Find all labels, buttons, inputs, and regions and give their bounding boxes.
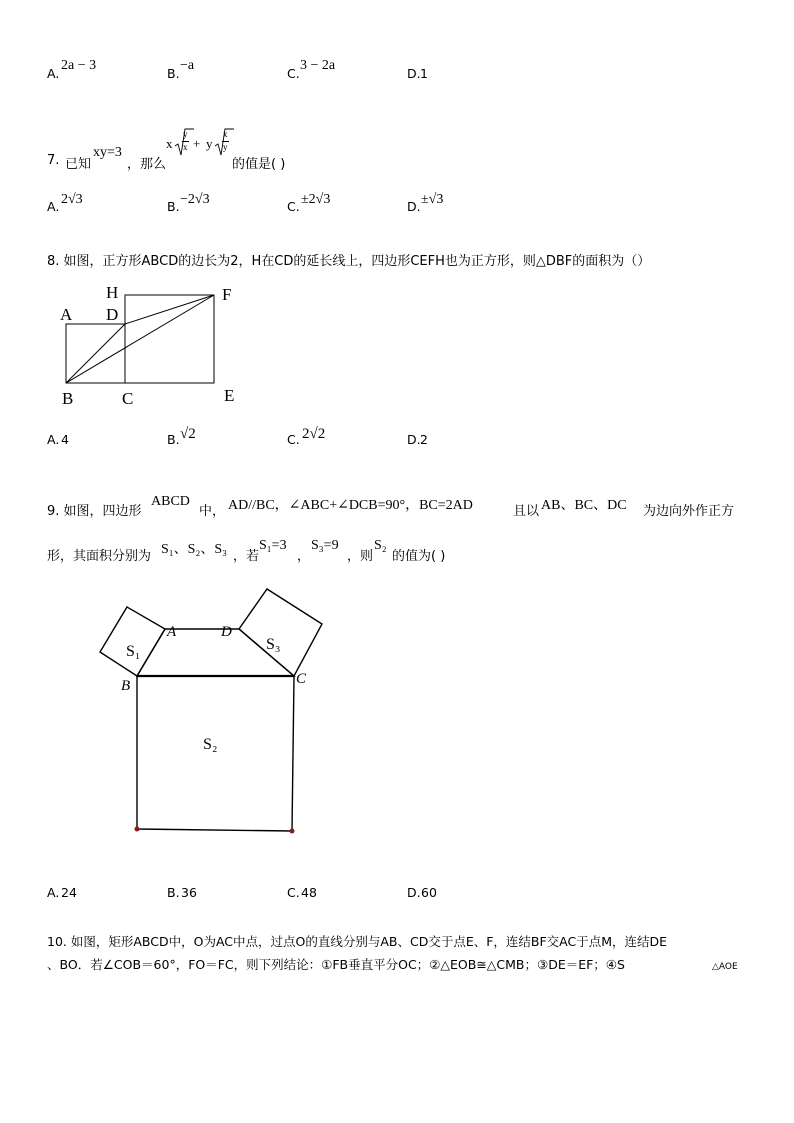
q7-pre: 已知 bbox=[65, 157, 92, 172]
q7-option-b-label: B. bbox=[167, 199, 180, 214]
q9-line2-f: S₃=9 bbox=[311, 538, 339, 553]
q9-line2-g: ，则 bbox=[347, 549, 374, 564]
q9-option-a-label: A. bbox=[47, 885, 60, 900]
q9-line2-h: S₂ bbox=[374, 538, 387, 553]
q9-option-a-value: 24 bbox=[61, 885, 77, 900]
q6-option-c-label: C. bbox=[287, 66, 300, 81]
q8-label-h: H bbox=[106, 283, 119, 302]
q6-option-b-value: −a bbox=[180, 58, 195, 73]
q8-option-c-label: C. bbox=[287, 432, 300, 447]
q7-option-a-label: A. bbox=[47, 199, 60, 214]
q9-option-d-value: 60 bbox=[421, 885, 437, 900]
q9-line1-c: 中， bbox=[199, 504, 226, 519]
q9-option-b-label: B. bbox=[167, 885, 180, 900]
q6-option-d-value: 1 bbox=[420, 66, 428, 81]
q8-square-cefh bbox=[125, 295, 214, 383]
q9-label-c: C bbox=[296, 671, 307, 687]
q9-label-a: A bbox=[167, 624, 177, 640]
q9-line2-a: 形，其面积分别为 bbox=[47, 549, 152, 564]
q9-label-d: D bbox=[221, 624, 232, 640]
q8-label-d: D bbox=[106, 305, 119, 324]
q9-line1-e: 且以 bbox=[513, 504, 540, 519]
q7-mid: ，那么 bbox=[127, 157, 167, 172]
q8-label-f: F bbox=[222, 285, 232, 304]
q8-label-e: E bbox=[224, 386, 235, 405]
q7-frac1-top: y bbox=[183, 129, 188, 139]
q9-option-d-label: D. bbox=[407, 885, 421, 900]
q9-label-b: B bbox=[121, 678, 131, 694]
q8-label-c: C bbox=[122, 389, 134, 408]
q7-expr-plus: + bbox=[193, 136, 201, 151]
q8-option-a-label: A. bbox=[47, 432, 60, 447]
q9-option-b-value: 36 bbox=[181, 885, 197, 900]
q7-frac2-top: x bbox=[223, 129, 228, 139]
q8-option-d-label: D. bbox=[407, 432, 421, 447]
q9-vertex-dot-right bbox=[290, 829, 295, 834]
q7-frac2-bot: y bbox=[223, 142, 228, 152]
q9-label-s2: S₂ bbox=[203, 736, 218, 753]
q9-line2-c: ，若 bbox=[233, 549, 260, 564]
q8-option-b-label: B. bbox=[167, 432, 180, 447]
q7-expr-x: x bbox=[166, 136, 173, 151]
q9-square-s3 bbox=[239, 589, 322, 676]
q8-option-d-value: 2 bbox=[420, 432, 428, 447]
q7-option-b-value: −2√3 bbox=[180, 192, 210, 207]
q6-option-c-value: 3 − 2a bbox=[300, 58, 336, 73]
q9-line2-d: S₁=3 bbox=[259, 538, 287, 553]
q9-line1-g: 为边向外作正方 bbox=[643, 504, 735, 519]
q6-option-a-label: A. bbox=[47, 66, 60, 81]
q8-figure bbox=[50, 278, 250, 410]
q9-line1-a: 9. 如图，四边形 bbox=[47, 504, 142, 519]
q8-option-b-value: √2 bbox=[180, 426, 196, 442]
q9-line2-e: ， bbox=[297, 549, 311, 564]
q7-option-d-value: ±√3 bbox=[421, 192, 444, 207]
q8-label-b: B bbox=[62, 389, 74, 408]
q8-label-a: A bbox=[60, 305, 73, 324]
q7-expression bbox=[166, 128, 232, 162]
q9-square-s2 bbox=[137, 676, 294, 831]
q7-frac1-bot: x bbox=[183, 142, 188, 152]
q9-line2-b: S₁、S₂、S₃ bbox=[161, 542, 228, 557]
q7-post: 的值是( ) bbox=[232, 157, 286, 172]
q6-option-b-label: B. bbox=[167, 66, 180, 81]
q6-option-a-value: 2a − 3 bbox=[61, 58, 97, 73]
q9-line2-i: 的值为( ) bbox=[392, 549, 446, 564]
q8-text: 8. 如图，正方形ABCD的边长为2，H在CD的延长线上，四边形CEFH也为正方形，则△DBF的面积为（） bbox=[47, 254, 651, 269]
q8-line-bf bbox=[66, 295, 214, 383]
q7-number: 7. bbox=[47, 153, 60, 168]
q9-line1-f: AB、BC、DC bbox=[541, 498, 627, 513]
q6-option-d-label: D. bbox=[407, 66, 421, 81]
q9-option-c-value: 48 bbox=[301, 885, 317, 900]
q7-option-c-label: C. bbox=[287, 199, 300, 214]
q9-label-s1: S₁ bbox=[126, 643, 141, 660]
q7-condition: xy=3 bbox=[93, 145, 122, 160]
q7-option-a-value: 2√3 bbox=[61, 192, 83, 207]
q9-square-s1 bbox=[100, 607, 165, 676]
q7-option-d-label: D. bbox=[407, 199, 421, 214]
q9-option-c-label: C. bbox=[287, 885, 300, 900]
q10-line2: 、BO．若∠COB＝60°，FO＝FC，则下列结论：①FB垂直平分OC；②△EOB≅△CMB；③DE＝EF；④S bbox=[47, 957, 625, 972]
q9-line1-d: AD//BC，∠ABC+∠DCB=90°，BC=2AD bbox=[228, 498, 473, 513]
q8-line-df bbox=[125, 295, 214, 324]
q9-figure bbox=[90, 582, 330, 842]
q8-option-c-value: 2√2 bbox=[302, 426, 326, 442]
q9-label-s3: S₃ bbox=[266, 636, 281, 653]
q8-option-a-value: 4 bbox=[61, 432, 69, 447]
q9-line1-b: ABCD bbox=[151, 494, 190, 509]
q9-vertex-dot-left bbox=[135, 827, 140, 832]
q10-line1: 10. 如图，矩形ABCD中，O为AC中点，过点O的直线分别与AB、CD交于点E、F，连结BF交AC于点M，连结DE bbox=[47, 934, 668, 949]
q7-option-c-value: ±2√3 bbox=[301, 192, 331, 207]
q10-line2-sub: △AOE bbox=[712, 962, 738, 972]
q7-expr-y: y bbox=[206, 136, 213, 151]
